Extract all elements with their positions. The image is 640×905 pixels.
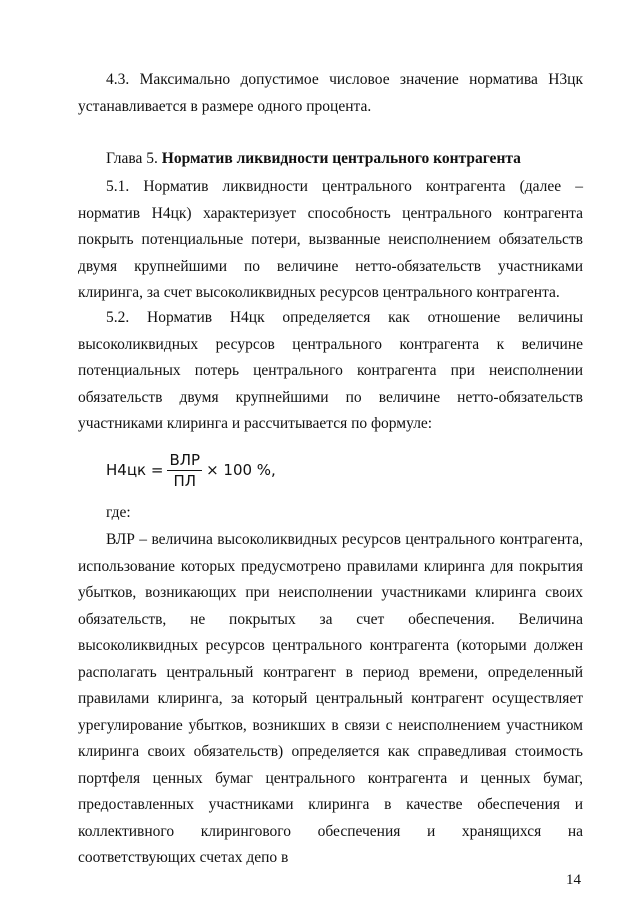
chapter-title: Норматив ликвидности центрального контрагента bbox=[161, 150, 521, 167]
where-label: где: bbox=[106, 504, 131, 521]
formula-rhs: × 100 %, bbox=[206, 461, 276, 479]
chapter-prefix: Глава 5. bbox=[106, 150, 162, 167]
formula-denominator: ПЛ bbox=[173, 471, 197, 490]
formula-fraction bbox=[167, 451, 202, 490]
paragraph-5-1: 5.1. Норматив ликвидности центрального контрагента (далее – норматив Н4цк) характеризует способность центрального контрагента покрыть потенциальные потери, вызванные неисполнением обязательств двумя крупнейшими по величине нетто-обязательств участниками клиринга, за счет высоколиквидных ресурсов центрального контрагента. bbox=[78, 178, 583, 301]
paragraph-5-2: 5.2. Норматив Н4цк определяется как отношение величины высоколиквидных ресурсов центрального контрагента к величине потенциальных потерь центрального контрагента при неисполнении обязательств двумя крупнейшими по величине нетто-обязательств участниками клиринга и рассчитывается по формуле: bbox=[78, 309, 583, 432]
page-number: 14 bbox=[566, 872, 581, 888]
paragraph-4-3: 4.3. Максимально допустимое числовое значение норматива Н3цк устанавливается в размере одного процента. bbox=[78, 71, 583, 115]
paragraph-vlr-definition: ВЛР – величина высоколиквидных ресурсов центрального контрагента, использование которых предусмотрено правилами клиринга для покрытия убытков, возникающих при неисполнении участниками клиринга своих обязательств, не покрытых за счет обеспечения. Величина высоколиквидных ресурсов центрального контрагента (которыми должен располагать центральный контрагент в период времени, определенный правилами клиринга, за который центральный контрагент осуществляет урегулирование убытков, возникших в связи с неисполнением участником клиринга своих обязательств) определяется как справедливая стоимость портфеля ценных бумаг центрального контрагента и ценных бумаг, предоставленных участниками клиринга в качестве обеспечения и коллективного клирингового обеспечения и хранящихся на соответствующих счетах депо в bbox=[78, 531, 583, 866]
formula-lhs: Н4цк = bbox=[106, 461, 164, 479]
formula-n4ck bbox=[106, 450, 276, 490]
chapter-heading bbox=[106, 146, 586, 173]
formula-numerator: ВЛР bbox=[169, 450, 201, 469]
